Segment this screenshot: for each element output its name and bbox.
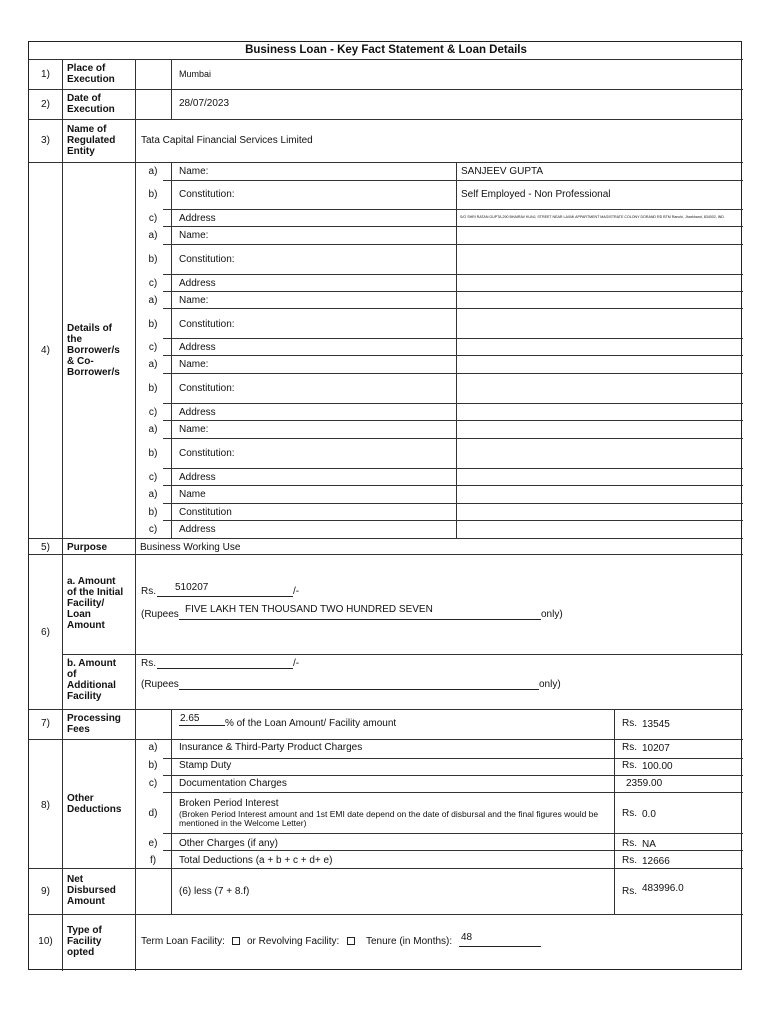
words-underline [179, 689, 539, 690]
rs-prefix: Rs. [141, 586, 156, 597]
sub-label: b) [148, 383, 158, 394]
rs-prefix: Rs. [141, 658, 156, 669]
sub-label: a) [148, 166, 158, 177]
row-divider [163, 274, 743, 275]
row-label: a. Amount of the Initial Facility/ Loan Amount [67, 576, 124, 631]
sub-label: d) [148, 808, 158, 819]
field-label: Name: [179, 295, 209, 306]
row-divider [163, 373, 743, 374]
regulated-entity: Tata Capital Financial Services Limited [141, 135, 313, 146]
row-number: 5) [41, 542, 50, 553]
sub-label: c) [148, 524, 158, 535]
row-number: 2) [41, 99, 50, 110]
column-divider [171, 59, 172, 119]
rupees-suffix: only) [541, 609, 563, 620]
term-loan-checkbox[interactable] [232, 937, 240, 945]
rs-label: Rs. [622, 760, 637, 771]
stamp-duty-amount: 100.00 [642, 761, 673, 772]
total-deductions-amount: 12666 [642, 856, 670, 867]
row-number: 8) [41, 800, 50, 811]
row-divider [163, 226, 743, 227]
tenure-underline [459, 946, 541, 947]
row-divider [29, 59, 743, 60]
row-divider [163, 850, 743, 851]
field-label: Address [179, 524, 216, 535]
row-divider [163, 403, 743, 404]
sub-label: a) [148, 424, 158, 435]
column-divider [171, 162, 172, 538]
field-label: Constitution [179, 507, 232, 518]
sub-label: f) [149, 855, 157, 866]
processing-fee-percent: 2.65 [180, 713, 200, 724]
revolving-checkbox[interactable] [347, 937, 355, 945]
row-divider [29, 89, 743, 90]
row-divider [163, 338, 743, 339]
row-number: 4) [41, 345, 50, 356]
field-label: Address [179, 472, 216, 483]
row-divider [163, 503, 743, 504]
row-divider [29, 739, 743, 740]
row-divider [163, 308, 743, 309]
deduction-label: Documentation Charges [179, 778, 287, 789]
sub-label: c) [148, 778, 158, 789]
row-divider [29, 554, 743, 555]
sub-label: a) [148, 230, 158, 241]
row-divider [29, 119, 743, 120]
row-divider [163, 520, 743, 521]
field-label: Constitution: [179, 319, 235, 330]
rs-suffix: /- [293, 586, 300, 597]
amount-underline [157, 596, 293, 597]
row-divider [163, 291, 743, 292]
field-label: Constitution: [179, 448, 235, 459]
sub-label: b) [148, 507, 158, 518]
row-divider [163, 209, 743, 210]
row-number: 6) [41, 627, 50, 638]
row-label: Purpose [67, 542, 108, 553]
deduction-label: Broken Period Interest [179, 798, 279, 809]
processing-fee-text: % of the Loan Amount/ Facility amount [225, 718, 397, 729]
row-label: Type of Facility opted [67, 925, 102, 958]
net-formula: (6) less (7 + 8.f) [179, 886, 250, 897]
row-number: 9) [41, 886, 50, 897]
sub-label: c) [148, 472, 158, 483]
sub-label: a) [148, 489, 158, 500]
row-divider [163, 758, 743, 759]
amount-underline [157, 668, 293, 669]
row-number: 7) [41, 718, 50, 729]
tenure-label: Tenure (in Months): [366, 936, 453, 947]
field-label: Name: [179, 359, 209, 370]
processing-fee-amount: 13545 [642, 719, 670, 730]
row-number: 3) [41, 135, 50, 146]
sub-label: c) [148, 278, 158, 289]
row-label: Place of Execution [67, 63, 115, 85]
deduction-label: Insurance & Third-Party Product Charges [179, 742, 363, 753]
words-underline [179, 619, 541, 620]
sub-label: b) [148, 760, 158, 771]
rs-suffix: /- [293, 658, 300, 669]
documentation-amount: 2359.00 [626, 778, 663, 789]
row-divider [163, 355, 743, 356]
sub-label: e) [148, 838, 158, 849]
date-of-execution: 28/07/2023 [179, 98, 230, 109]
column-divider [171, 709, 172, 914]
sub-label: b) [148, 189, 158, 200]
insurance-amount: 10207 [642, 743, 670, 754]
other-charges-amount: NA [642, 839, 656, 850]
row-label: Date of Execution [67, 93, 115, 115]
rs-label: Rs. [622, 718, 637, 729]
place-of-execution: Mumbai [179, 69, 212, 79]
field-label: Address [179, 342, 216, 353]
broken-period-amount: 0.0 [642, 809, 656, 820]
row-divider [29, 868, 743, 869]
column-divider [456, 162, 457, 538]
column-divider [135, 59, 136, 119]
row-divider [163, 833, 743, 834]
rupees-prefix: (Rupees [141, 679, 179, 690]
row-divider [29, 914, 743, 915]
rs-label: Rs. [622, 886, 637, 897]
row-label: Other Deductions [67, 793, 122, 815]
row-divider [163, 792, 743, 793]
row-divider [62, 654, 743, 655]
sub-label: b) [148, 448, 158, 459]
sub-label: c) [148, 213, 158, 224]
net-disbursed-amount: 483996.0 [642, 883, 684, 894]
sub-label: a) [148, 295, 158, 306]
field-label: Address [179, 213, 216, 224]
initial-amount-words: FIVE LAKH TEN THOUSAND TWO HUNDRED SEVEN [185, 604, 433, 615]
purpose-value: Business Working Use [140, 542, 241, 553]
row-label: Name of Regulated Entity [67, 124, 116, 157]
field-label: Constitution: [179, 383, 235, 394]
row-divider [163, 180, 743, 181]
percent-underline [179, 725, 225, 726]
row-divider [163, 244, 743, 245]
field-label: Address [179, 278, 216, 289]
sub-label: c) [148, 342, 158, 353]
sub-label: c) [148, 407, 158, 418]
broken-period-note: (Broken Period Interest amount and 1st EMI date depend on the date of disbursal and the final figures would be mentioned in the Welcome Letter) [179, 809, 599, 828]
row-divider [163, 468, 743, 469]
sub-label: a) [148, 742, 158, 753]
field-label: Constitution: [179, 254, 235, 265]
row-divider [163, 485, 743, 486]
revolving-label: or Revolving Facility: [247, 936, 340, 947]
row-divider [29, 162, 743, 163]
field-label: Name [179, 489, 206, 500]
borrower-constitution: Self Employed - Non Professional [461, 189, 611, 200]
sub-label: b) [148, 254, 158, 265]
row-label: Processing Fees [67, 713, 121, 735]
row-divider [29, 709, 743, 710]
deduction-label: Total Deductions (a + b + c + d+ e) [179, 855, 333, 866]
deduction-label: Stamp Duty [179, 760, 232, 771]
row-divider [163, 438, 743, 439]
rs-label: Rs. [622, 838, 637, 849]
rs-label: Rs. [622, 808, 637, 819]
field-label: Name: [179, 166, 209, 177]
column-divider [614, 709, 615, 914]
row-number: 1) [41, 69, 50, 80]
field-label: Constitution: [179, 189, 235, 200]
tenure-value: 48 [461, 932, 473, 943]
row-divider [163, 775, 743, 776]
row-label: Net Disbursed Amount [67, 874, 116, 907]
sub-label: b) [148, 319, 158, 330]
field-label: Address [179, 407, 216, 418]
key-fact-statement-table [28, 41, 742, 970]
page-title: Business Loan - Key Fact Statement & Loan Details [245, 44, 527, 56]
row-label: b. Amount of Additional Facility [67, 658, 117, 702]
row-divider [163, 420, 743, 421]
rs-label: Rs. [622, 855, 637, 866]
field-label: Name: [179, 230, 209, 241]
initial-loan-amount: 510207 [175, 582, 209, 593]
sub-label: a) [148, 359, 158, 370]
borrower-address: S/O SHRI RATAN GUPTA,290 BHAIRAV KUNJ, STREET NEAR LAXMI APPARTMENT MAGISTRATE COLONY DORAND RD BTM Ranchi, Jharkhand, 834002, IND [460, 215, 724, 219]
term-loan-label: Term Loan Facility: [141, 936, 225, 947]
column-divider [62, 59, 63, 971]
field-label: Name: [179, 424, 209, 435]
rupees-suffix: only) [539, 679, 561, 690]
row-number: 10) [38, 936, 53, 947]
rs-label: Rs. [622, 742, 637, 753]
deduction-label: Other Charges (if any) [179, 838, 278, 849]
row-label: Details of the Borrower/s & Co- Borrower/s [67, 323, 120, 378]
rupees-prefix: (Rupees [141, 609, 179, 620]
borrower-name: SANJEEV GUPTA [461, 166, 544, 177]
row-divider [29, 538, 743, 539]
